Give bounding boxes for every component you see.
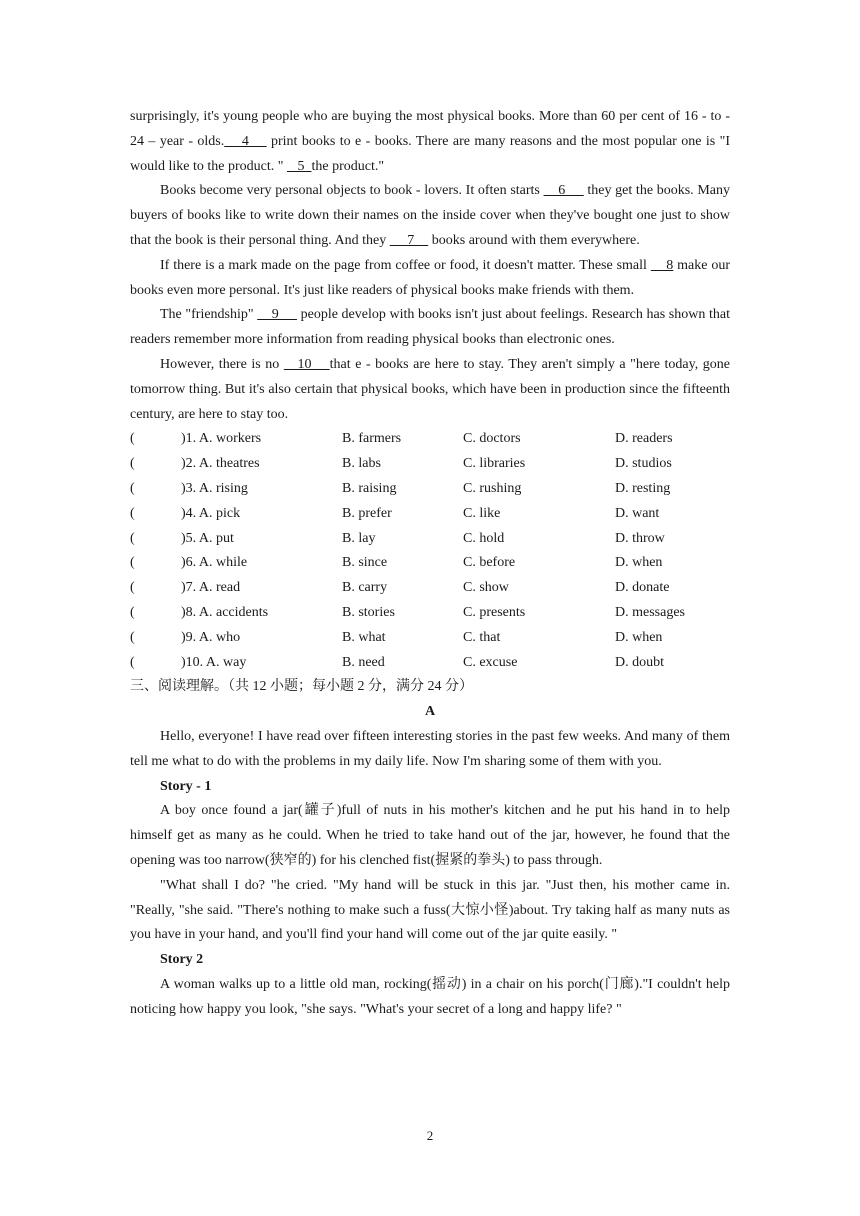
option-d: D. donate	[615, 580, 670, 596]
paragraph-text: The "friendship"	[160, 307, 258, 323]
option-c: C. libraries	[463, 456, 526, 472]
page-number: 2	[426, 1128, 434, 1143]
question-row	[130, 551, 730, 576]
option-d: D. readers	[615, 431, 673, 447]
option-c: C. doctors	[463, 431, 521, 447]
passage-paragraph-5	[130, 353, 730, 427]
option-c: C. hold	[463, 530, 505, 546]
option-b: B. stories	[342, 604, 395, 620]
question-row	[130, 477, 730, 502]
paragraph-text: that e - books are here to stay. They aren't simply a "here today, gone tomorrow thing. But it's also certain that physical books, which have been in production since the fifteenth century, are here to stay too.	[130, 356, 730, 422]
option-b: B. what	[342, 629, 386, 645]
question-row	[130, 626, 730, 651]
answer-bracket: (	[130, 505, 135, 521]
option-b: B. raising	[342, 480, 397, 496]
option-a: )5. A. put	[181, 530, 234, 546]
question-row	[130, 452, 730, 477]
option-c: C. presents	[463, 604, 526, 620]
option-d: D. studios	[615, 456, 672, 472]
blank-8: 8	[650, 257, 674, 273]
paragraph-text: However, there is no	[160, 356, 284, 372]
paragraph-text: surprisingly, it's young people who are buying the most physical books. More than 60 per cent of 16 - to - 24 – year - olds.	[130, 109, 730, 149]
option-b: B. since	[342, 555, 388, 571]
option-a: )2. A. theatres	[181, 456, 260, 472]
passage-paragraph-1	[130, 105, 730, 179]
option-a: )10. A. way	[181, 654, 247, 670]
option-d: D. when	[615, 629, 663, 645]
page-content	[130, 105, 730, 1022]
story-1-paragraph-1: A boy once found a jar(罐子)full of nuts in his mother's kitchen and he put his hand in to help himself get as many as he could. When he tried to take hand out of the jar, however, he found that the opening was too narrow(狭窄的) for his clenched fist(握紧的拳头) to pass through.	[130, 803, 730, 868]
option-d: D. when	[615, 555, 663, 571]
answer-bracket: (	[130, 530, 135, 546]
passage-label: A	[424, 704, 436, 720]
option-c: C. that	[463, 629, 501, 645]
option-a: )6. A. while	[181, 555, 248, 571]
option-d: D. doubt	[615, 654, 664, 670]
passage-paragraph-2	[130, 179, 730, 253]
section-heading: 三、阅读理解。（共 12 小题；每小题 2 分，满分 24 分）	[130, 679, 473, 695]
option-b: B. farmers	[342, 431, 402, 447]
paragraph-text: books around with them everywhere.	[428, 232, 640, 248]
paragraph-text: they get the books. Many buyers of books like to write down their names on the inside cover when they've bought one just to show that the book is their personal thing. And they	[130, 183, 731, 248]
question-row	[130, 427, 730, 452]
option-b: B. lay	[342, 530, 376, 546]
blank-5: 5	[286, 158, 312, 174]
passage-paragraph-3	[130, 254, 730, 304]
answer-bracket: (	[130, 555, 135, 571]
option-d: D. want	[615, 505, 660, 521]
option-d: D. resting	[615, 480, 671, 496]
option-d: D. messages	[615, 604, 685, 620]
question-row	[130, 651, 730, 676]
answer-bracket: (	[130, 604, 135, 620]
blank-10: 10	[283, 356, 330, 372]
blank-7: 7	[389, 232, 429, 248]
option-b: B. need	[342, 654, 385, 670]
answer-bracket: (	[130, 580, 135, 596]
paragraph-text: make our books even more personal. It's just like readers of physical books make friends with them.	[130, 257, 731, 298]
question-row	[130, 527, 730, 552]
option-b: B. prefer	[342, 505, 392, 521]
paragraph-text: the product."	[311, 158, 385, 174]
option-c: C. show	[463, 580, 509, 596]
story-2-title: Story 2	[160, 952, 204, 968]
blank-9: 9	[257, 307, 297, 323]
option-a: )3. A. rising	[181, 480, 248, 496]
option-a: )1. A. workers	[181, 431, 262, 447]
option-d: D. throw	[615, 530, 665, 546]
answer-bracket: (	[130, 629, 135, 645]
blank-4: 4	[224, 133, 267, 149]
paragraph-text: people develop with books isn't just about feelings. Research has shown that readers remember more information from reading physical books than electronic ones.	[130, 307, 730, 348]
answer-bracket: (	[130, 654, 135, 670]
paragraph-text: Books become very personal objects to book - lovers. It often starts	[160, 183, 544, 199]
question-options	[130, 427, 730, 675]
question-row	[130, 601, 730, 626]
paragraph-text: print books to e - books. There are many reasons and the most popular one is "I would like to the product. "	[130, 133, 730, 174]
option-c: C. excuse	[463, 654, 518, 670]
reading-intro: Hello, everyone! I have read over fifteen interesting stories in the past few weeks. And many of them tell me what to do with the problems in my daily life. Now I'm sharing some of them with you.	[130, 728, 730, 769]
option-c: C. rushing	[463, 480, 522, 496]
option-c: C. before	[463, 555, 516, 571]
paragraph-text: If there is a mark made on the page from coffee or food, it doesn't matter. These small	[160, 257, 651, 273]
question-row	[130, 502, 730, 527]
story-1-paragraph-2: "What shall I do? "he cried. "My hand will be stuck in this jar. "Just then, his mother came in. "Really, "she said. "There's nothing to make such a fuss(大惊小怪)about. Try taking half as many nuts as you have in your hand, and you'll find your hand will come out of the jar quite easily. "	[130, 877, 730, 943]
option-a: )4. A. pick	[181, 505, 241, 521]
option-a: )9. A. who	[181, 629, 241, 645]
answer-bracket: (	[130, 431, 135, 447]
option-a: )8. A. accidents	[181, 604, 269, 620]
question-row	[130, 576, 730, 601]
story-2-paragraph-1: A woman walks up to a little old man, rocking(摇动) in a chair on his porch(门廊)."I couldn't help noticing how happy you look, "she says. "What's your secret of a long and happy life? "	[130, 976, 730, 1017]
option-a: )7. A. read	[181, 580, 241, 596]
blank-6: 6	[543, 183, 584, 199]
option-b: B. carry	[342, 580, 388, 596]
answer-bracket: (	[130, 456, 135, 472]
passage-paragraph-4	[130, 303, 730, 353]
story-1-title: Story - 1	[160, 778, 212, 794]
answer-bracket: (	[130, 480, 135, 496]
option-b: B. labs	[342, 456, 381, 472]
option-c: C. like	[463, 505, 501, 521]
